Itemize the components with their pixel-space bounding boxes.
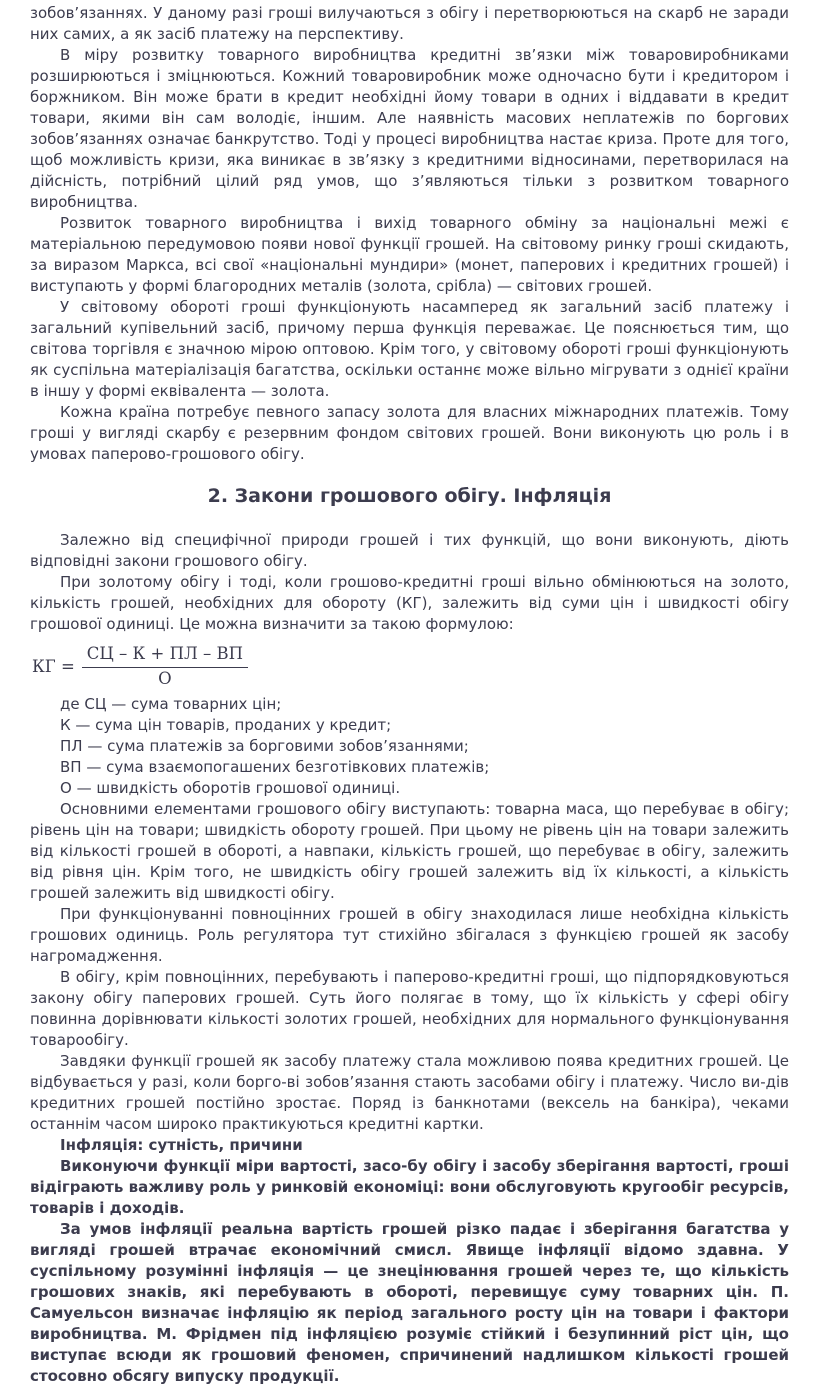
formula-numerator: СЦ – К + ПЛ – ВП (82, 644, 248, 668)
paragraph: Завдяки функції грошей як засобу платежу стала можливою поява кредитних грошей. Це відбувається у разі, коли борго-ві зобов’язання стають засобами обігу і платежу. Число ви-дів кредитних грошей постійно зростає. Поряд із банкнотами (вексель на банкіра), чеками останнім часом широко практикуються кредитні картки. (30, 1052, 789, 1134)
paragraph: В обігу, крім повноцінних, перебувають і паперово-кредитні гроші, що підпорядковуються закону обігу паперових грошей. Суть його полягає в тому, що їх кількість у сфері обігу повинна дорівнювати кількості золотих грошей, необхідних для нормального функціонування товарообігу. (30, 968, 789, 1050)
paragraph: У світовому обороті гроші функціонують насамперед як загальний засіб платежу і загальний купівельний засіб, причому перша функція переважає. Це пояснюється тим, що світова торгівля є значною мірою оптовою. Крім того, у світовому обороті гроші функціонують як суспільна матеріалізація багатства, оскільки останнє може вільно мігрувати з однієї країни в іншу у формі еквівалента — золота. (30, 298, 789, 400)
money-circulation-formula (32, 644, 789, 689)
definition-line: К — сума цін товарів, проданих у кредит; (60, 716, 392, 735)
formula-fraction (82, 644, 248, 689)
paragraph: Основними елементами грошового обігу виступають: товарна маса, що перебуває в обігу; рівень цін на товари; швидкість обороту грошей. При цьому не рівень цін на товари залежить від кількості грошей в обороті, а навпаки, кількість грошей, що перебуває в обігу, залежить від рівня цін. Крім того, не швидкість обігу грошей залежить від їх кількості, а кількість грошей залежить від швидкості обігу. (30, 800, 789, 903)
formula-denominator: О (158, 668, 172, 688)
paragraph: Кожна країна потребує певного запасу золота для власних міжнародних платежів. Тому гроші у вигляді скарбу є резервним фондом світових грошей. Вони виконують цю роль і в умовах паперово-грошового обігу. (30, 403, 789, 463)
paragraph-continuation: зобов’язаннях. У даному разі гроші вилучаються з обігу і перетворюються на скарб не заради них самих, а як засіб платежу на перспективу. (30, 4, 789, 43)
paragraph: Залежно від специфічної природи грошей і тих функцій, що вони виконують, діють відповідні закони грошового обігу. (30, 531, 789, 570)
paragraph: При функціонуванні повноцінних грошей в обігу знаходилася лише необхідна кількість грошових одиниць. Роль регулятора тут стихійно збігалася з функцією грошей як засобу нагромадження. (30, 905, 789, 966)
definition-line: ВП — сума взаємопогашених безготівкових платежів; (60, 758, 490, 777)
formula-left-side: КГ = (32, 657, 75, 677)
definition-line: ПЛ — сума платежів за борговими зобов’язаннями; (60, 737, 469, 756)
formula-definitions (30, 694, 789, 799)
paragraph: Розвиток товарного виробництва і вихід товарного обміну за національні межі є матеріальною передумовою появи нової функції грошей. На світовому ринку гроші скидають, за виразом Маркса, всі свої «національні мундири» (монет, паперових і кредитних грошей) і виступають у формі благородних металів (золота, срібла) — світових грошей. (30, 214, 789, 295)
section-heading: 2. Закони грошового обігу. Інфляція (207, 485, 612, 507)
paragraph: В міру розвитку товарного виробництва кредитні зв’язки між товаровиробниками розширюються і зміцнюються. Кожний товаровиробник може одночасно бути і кредитором і боржником. Він може брати в кредит необхідні йому товари в одних і віддавати в кредит товари, якими він сам володіє, іншим. Але наявність масових неплатежів по боргових зобов’язаннях означає банкрутство. Тоді у процесі виробництва настає криза. Проте для того, щоб можливість кризи, яка виникає в зв’язку з кредитними відносинами, перетворилася на дійсність, потрібний цілий ряд умов, що з’являються тільки з розвитком товарного виробництва. (30, 46, 789, 211)
definition-line: де СЦ — сума товарних цін; (60, 695, 282, 714)
paragraph-bold: За умов інфляції реальна вартість грошей різко падає і зберігання багатства у вигляді грошей втрачає економічний смисл. Явище інфляції відомо здавна. У суспільному розумінні інфляція — це знецінювання грошей через те, що кількість грошових знаків, які перебувають в обороті, перевищує суму товарних цін. П. Самуельсон визначає інфляцію як період загального росту цін на товари і фактори виробництва. М. Фрідмен під інфляцією розуміє стійкий і безупинний ріст цін, що виступає всюди як грошовий феномен, спричинений надлишком кількості грошей стосовно обсягу випуску продукції. (30, 1220, 789, 1386)
paragraph-bold: Виконуючи функції міри вартості, засо-бу обігу і засобу зберігання вартості, гроші відіграють важливу роль у ринковій економіці: вони обслуговують кругообіг ресурсів, товарів і доходів. (30, 1157, 789, 1218)
paragraph: При золотому обігу і тоді, коли грошово-кредитні гроші вільно обмінюються на золото, кількість грошей, необхідних для обороту (КГ), залежить від суми цін і швидкості обігу грошової одиниці. Це можна визначити за такою формулою: (30, 573, 789, 633)
inflation-subheading: Інфляція: сутність, причини (60, 1136, 303, 1155)
definition-line: О — швидкість оборотів грошової одиниці. (60, 779, 401, 798)
